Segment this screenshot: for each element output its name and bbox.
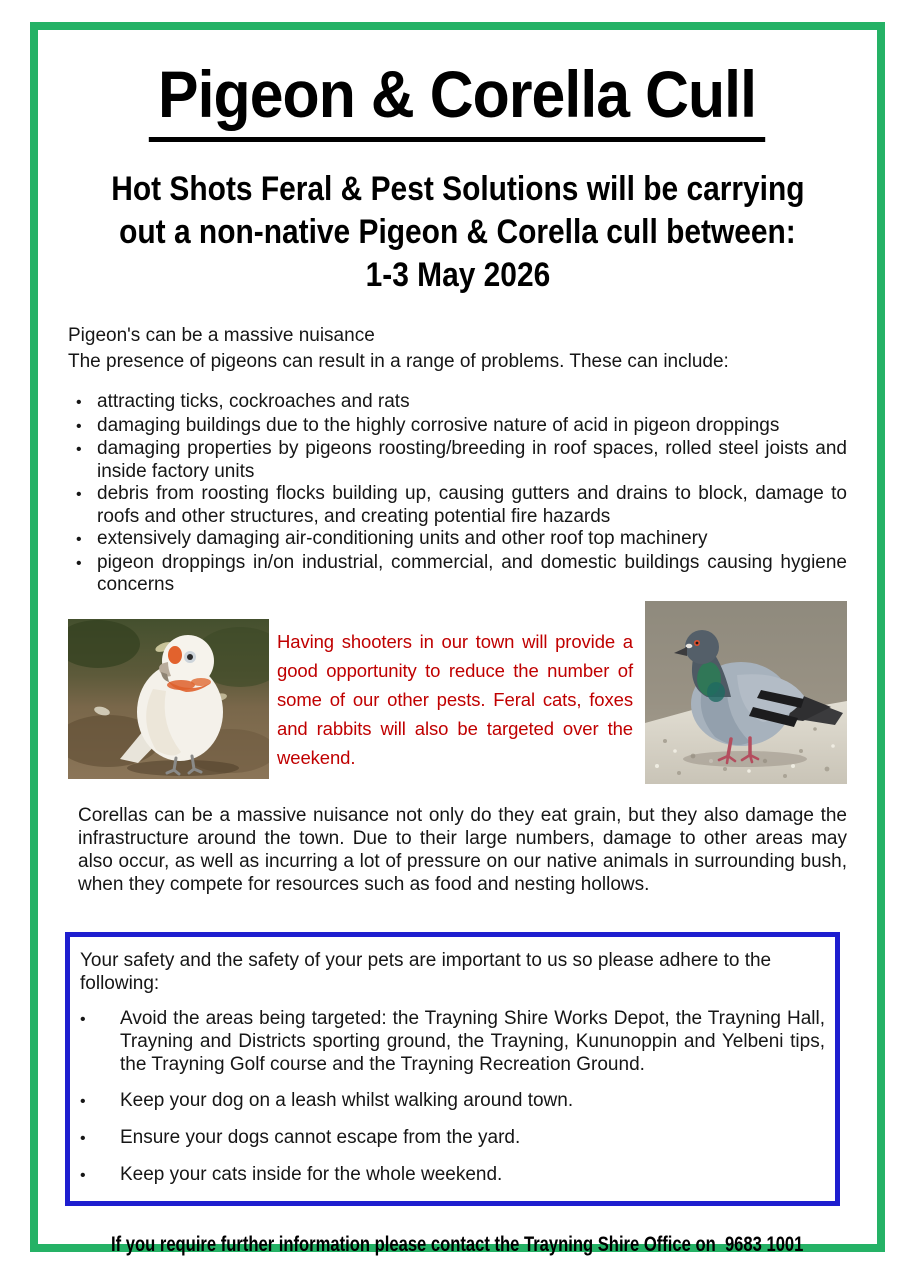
problem-item <box>68 438 847 483</box>
subtitle-line-1: Hot Shots Feral & Pest Solutions will be carrying <box>110 170 805 209</box>
safety-box <box>65 932 840 1206</box>
bullet-icon <box>68 552 97 597</box>
problem-item-text: damaging buildings due to the highly corrosive nature of acid in pigeon droppings <box>97 414 780 436</box>
intro <box>68 323 847 375</box>
page-title: Pigeon & Corella Cull <box>149 60 765 142</box>
problem-item-text: damaging properties by pigeons roosting/breeding in roof spaces, rolled steel joists and inside factory units <box>97 438 847 482</box>
safety-rule-item <box>80 1007 825 1076</box>
problem-item-text: attracting ticks, cockroaches and rats <box>97 391 410 413</box>
bullet-icon <box>68 483 97 528</box>
title-row <box>68 57 847 142</box>
bullet-icon <box>68 391 97 415</box>
subtitle-line-2: out a non-native Pigeon & Corella cull between: <box>119 213 796 252</box>
subtitle <box>68 168 847 297</box>
corella-photo <box>68 619 269 779</box>
problems-list <box>68 391 847 597</box>
problem-item <box>68 391 847 415</box>
problem-item-text: debris from roosting flocks building up, causing gutters and drains to block, damage to roofs and other structures, and creating potential fire hazards <box>97 483 847 527</box>
problem-item <box>68 552 847 597</box>
pigeon-photo <box>645 601 847 784</box>
bullet-icon <box>68 438 97 483</box>
media-row <box>68 601 847 784</box>
safety-rule-text: Keep your cats inside for the whole weekend. <box>120 1163 503 1185</box>
bullet-icon <box>68 528 97 552</box>
intro-line-2: The presence of pigeons can result in a range of problems. These can include: <box>68 351 729 373</box>
problem-item <box>68 528 847 552</box>
safety-rule-item <box>80 1126 825 1150</box>
problem-item-text: extensively damaging air-conditioning units and other roof top machinery <box>97 528 708 550</box>
safety-rules-list <box>80 1007 825 1187</box>
safety-intro: Your safety and the safety of your pets are important to us so please adhere to the following: <box>80 949 772 994</box>
intro-line-1: Pigeon's can be a massive nuisance <box>68 325 375 347</box>
flyer-content <box>38 57 877 1257</box>
footer-contact: If you require further information please contact the Trayning Shire Office on 9683 1001 <box>111 1232 804 1256</box>
shooters-note: Having shooters in our town will provide a good opportunity to reduce the number of some of our other pests. Feral cats, foxes and rabbits will also be targeted over the weekend. <box>277 630 633 768</box>
green-frame <box>30 22 885 1256</box>
bullet-icon <box>80 1089 120 1113</box>
safety-rule-text: Keep your dog on a leash whilst walking around town. <box>120 1089 574 1111</box>
safety-rule-text: Avoid the areas being targeted: the Trayning Shire Works Depot, the Trayning Hall, Trayning and Districts sporting ground, the Trayning, Kununoppin and Yelbeni tips, the Trayning Golf course and the Trayning Recreation Ground. <box>120 1007 825 1075</box>
problem-item-text: pigeon droppings in/on industrial, commercial, and domestic buildings causing hygiene concerns <box>97 551 847 596</box>
safety-rule-item <box>80 1089 825 1113</box>
safety-rule-item <box>80 1163 825 1187</box>
safety-rule-text: Ensure your dogs cannot escape from the yard. <box>120 1126 521 1148</box>
bullet-icon <box>80 1163 120 1187</box>
corella-paragraph: Corellas can be a massive nuisance not only do they eat grain, but they also damage the infrastructure around the town. Due to their large numbers, damage to other areas may also occur, as well as incurring a lot of pressure on our native animals in surrounding bush, when they compete for resources such as food and nesting hollows. <box>78 804 847 895</box>
footer-row <box>68 1232 847 1257</box>
problem-item <box>68 415 847 439</box>
bullet-icon <box>80 1007 120 1076</box>
bullet-icon <box>80 1126 120 1150</box>
bullet-icon <box>68 415 97 439</box>
subtitle-line-3: 1-3 May 2026 <box>365 256 550 295</box>
problem-item <box>68 483 847 528</box>
